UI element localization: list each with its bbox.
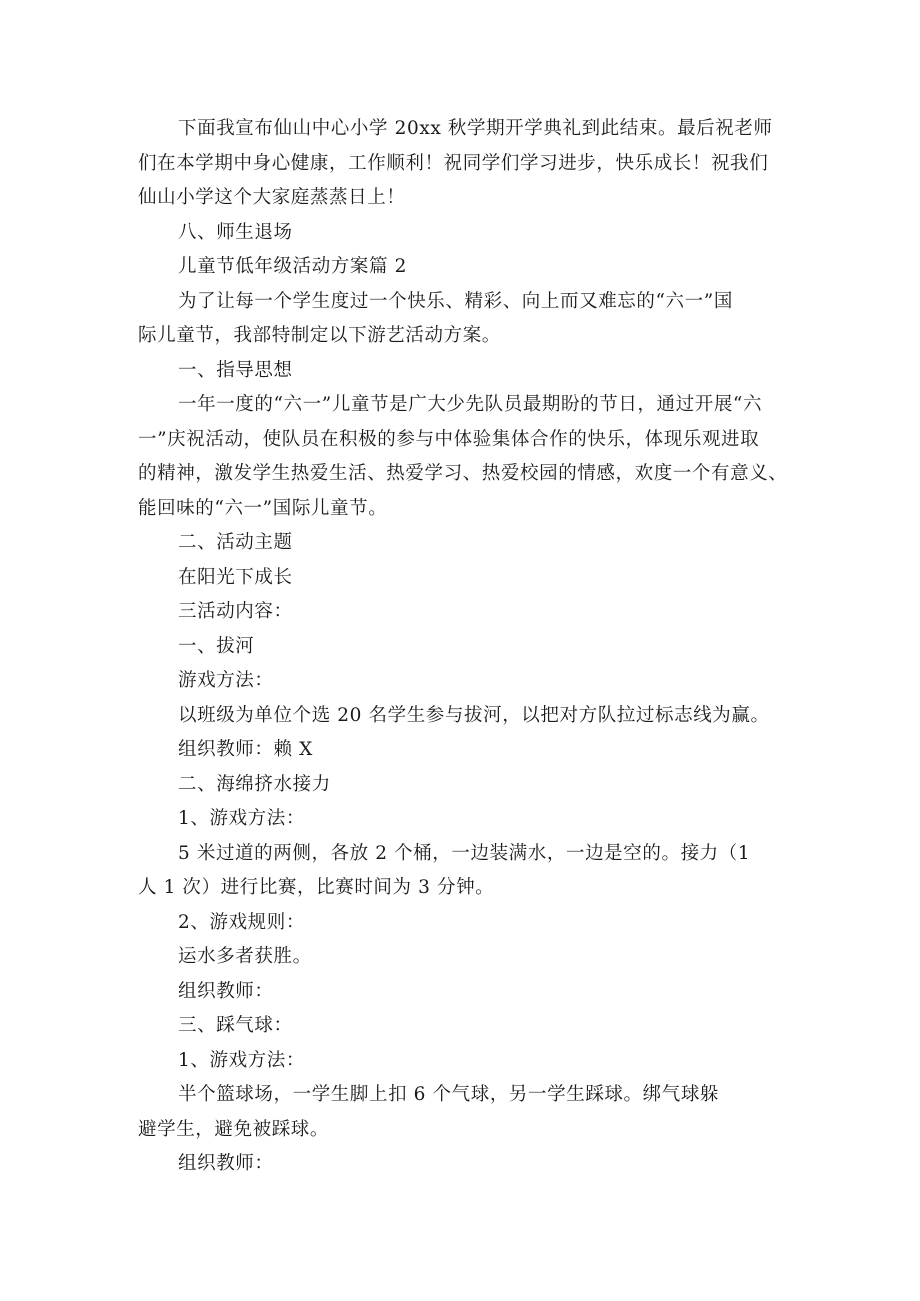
paragraph [138, 285, 798, 354]
text-line: 5 米过道的两侧，各放 2 个桶，一边装满水，一边是空的。接力（1 [178, 842, 751, 864]
text-line: 三、踩气球： [178, 1015, 293, 1036]
paragraph [138, 250, 798, 285]
paragraph [138, 112, 798, 216]
paragraph [138, 354, 798, 389]
paragraph [138, 526, 798, 561]
text-line: 能回味的“六一”国际儿童节。 [138, 497, 388, 519]
text-line: 下面我宣布仙山中心小学 20xx 秋学期开学典礼到此结束。最后祝老师 [178, 118, 773, 139]
text-line: 半个篮球场，一学生脚上扣 6 个气球，另一学生踩球。绑气球躲 [178, 1084, 720, 1105]
text-line: 际儿童节，我部特制定以下游艺活动方案。 [138, 325, 501, 346]
text-line: 游戏方法： [178, 670, 274, 691]
text-line: 一、拔河 [178, 635, 255, 657]
paragraph [138, 216, 798, 251]
text-line: 为了让每一个学生度过一个快乐、精彩、向上而又难忘的“六一”国 [178, 290, 733, 312]
paragraph [138, 595, 798, 630]
paragraph [138, 975, 798, 1010]
text-line: 一、指导思想 [178, 359, 293, 381]
paragraph [138, 837, 798, 906]
text-line: 在阳光下成长 [178, 566, 293, 588]
text-line: 八、师生退场 [178, 221, 293, 243]
text-line: 1、游戏方法： [178, 1049, 305, 1071]
text-line: 仙山小学这个大家庭蒸蒸日上！ [138, 187, 406, 208]
text-line: 运水多者获胜。 [178, 946, 312, 967]
text-line: 的精神，激发学生热爱生活、热爱学习、热爱校园的情感，欢度一个有意义、 [138, 463, 788, 484]
text-line: 组织教师： [178, 1153, 274, 1174]
paragraph [138, 699, 798, 734]
text-line: 1、游戏方法： [178, 808, 305, 829]
paragraph [138, 1078, 798, 1147]
paragraph [138, 561, 798, 596]
text-line: 一年一度的“六一”儿童节是广大少先队员最期盼的节日，通过开展“六 [178, 394, 763, 415]
paragraph [138, 1147, 798, 1182]
paragraph [138, 906, 798, 941]
paragraph [138, 802, 798, 837]
paragraph [138, 388, 798, 526]
text-line: 儿童节低年级活动方案篇 2 [178, 256, 407, 277]
text-line: 人 1 次）进行比赛，比赛时间为 3 分钟。 [138, 877, 495, 898]
paragraph [138, 664, 798, 699]
text-line: 以班级为单位个选 20 名学生参与拔河，以把对方队拉过标志线为赢。 [178, 704, 770, 726]
text-line: 组织教师：赖 X [178, 739, 313, 760]
text-line: 避学生，避免被踩球。 [138, 1118, 330, 1140]
paragraph [138, 768, 798, 803]
document-body [138, 112, 798, 1182]
paragraph [138, 940, 798, 975]
text-line: 2、游戏规则： [178, 911, 305, 933]
paragraph [138, 733, 798, 768]
paragraph [138, 1009, 798, 1044]
text-line: 二、海绵挤水接力 [178, 773, 331, 795]
text-line: 三活动内容： [178, 601, 293, 622]
text-line: 一”庆祝活动，使队员在积极的参与中体验集体合作的快乐，体现乐观进取 [138, 428, 760, 450]
text-line: 们在本学期中身心健康，工作顺利！祝同学们学习进步，快乐成长！祝我们 [138, 152, 769, 174]
text-line: 二、活动主题 [178, 532, 293, 553]
paragraph [138, 1044, 798, 1079]
paragraph [138, 630, 798, 665]
text-line: 组织教师： [178, 980, 274, 1002]
